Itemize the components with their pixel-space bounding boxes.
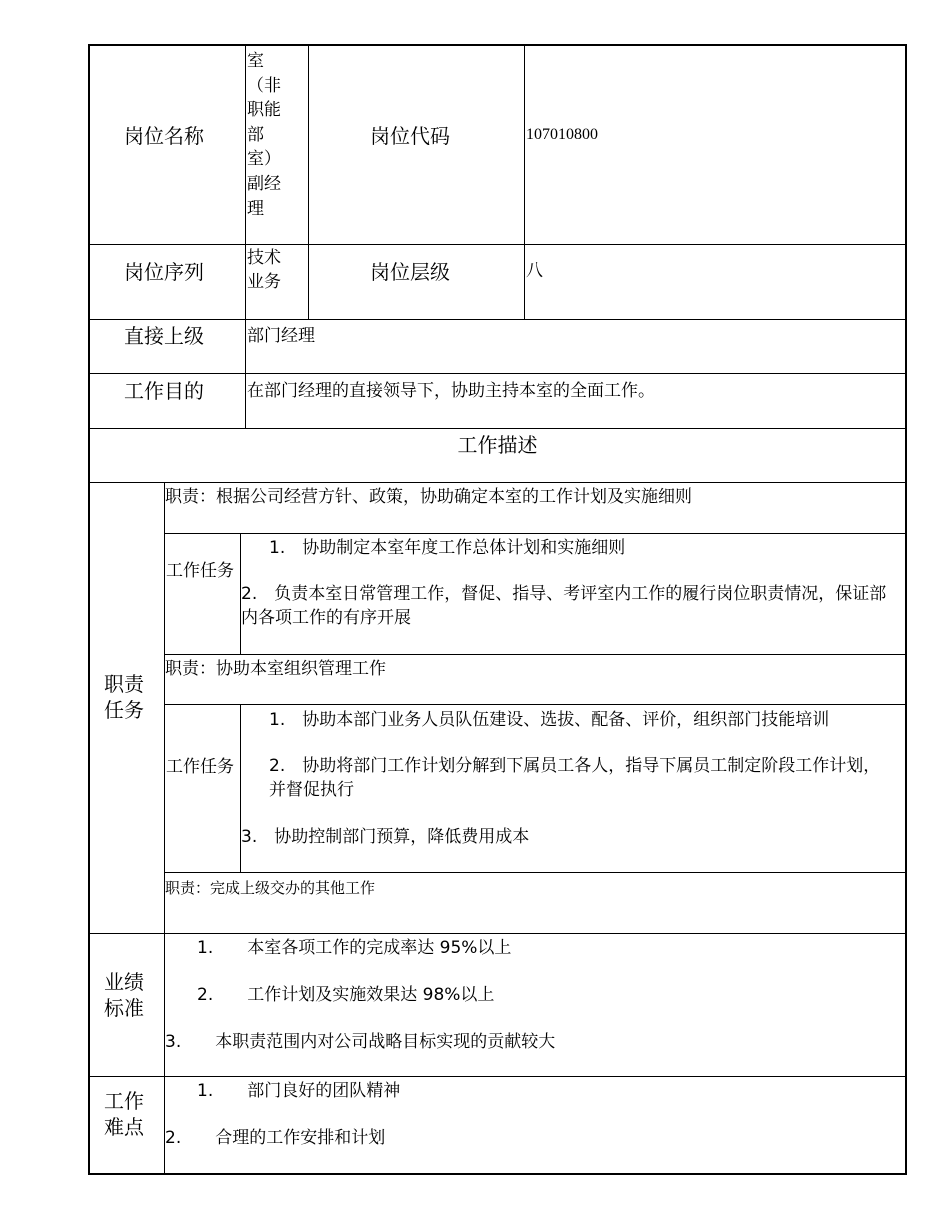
position-code-value: 107010800 bbox=[526, 126, 598, 143]
supervisor-label: 直接上级 bbox=[124, 324, 204, 348]
row-divider bbox=[88, 428, 907, 429]
difficulty-item: 1. 部门良好的团队精神 bbox=[197, 1081, 401, 1101]
performance-item: 3. 本职责范围内对公司战略目标实现的贡献较大 bbox=[165, 1032, 556, 1052]
position-name-value: 室（非职能部室）副经理 bbox=[247, 51, 281, 219]
task-label: 工作任务 bbox=[166, 757, 234, 777]
purpose-value: 在部门经理的直接领导下，协助主持本室的全面工作。 bbox=[247, 381, 655, 401]
supervisor-value: 部门经理 bbox=[247, 326, 315, 346]
row-divider bbox=[88, 373, 907, 374]
row-divider bbox=[164, 654, 907, 655]
row-divider bbox=[88, 319, 907, 320]
row-divider bbox=[164, 533, 907, 534]
col-divider bbox=[164, 482, 165, 1175]
duty-title: 职责：根据公司经营方针、政策，协助确定本室的工作计划及实施细则 bbox=[165, 487, 692, 507]
task-item: 2. 负责本室日常管理工作，督促、指导、考评室内工作的履行岗位职责情况，保证部内各项工作的有序开展 bbox=[241, 584, 887, 628]
row-divider bbox=[88, 933, 907, 934]
task-item: 1. 协助制定本室年度工作总体计划和实施细则 bbox=[269, 538, 626, 558]
col-divider bbox=[245, 44, 246, 428]
row-divider bbox=[88, 244, 907, 245]
task-item: 3. 协助控制部门预算，降低费用成本 bbox=[241, 827, 530, 847]
col-divider bbox=[308, 44, 309, 319]
task-item: 2. 协助将部门工作计划分解到下属员工各人，指导下属员工制定阶段工作计划，并督促执行 bbox=[269, 756, 881, 800]
section-title: 工作描述 bbox=[457, 433, 538, 457]
task-label: 工作任务 bbox=[166, 561, 234, 581]
row-divider bbox=[164, 872, 907, 873]
position-level-label: 岗位层级 bbox=[370, 260, 450, 284]
row-divider bbox=[164, 704, 907, 705]
duties-label: 职责任务 bbox=[104, 672, 144, 722]
purpose-label: 工作目的 bbox=[124, 379, 204, 403]
row-divider bbox=[88, 482, 907, 483]
performance-label: 业绩标准 bbox=[104, 970, 144, 1020]
difficulty-item: 2. 合理的工作安排和计划 bbox=[165, 1128, 386, 1148]
row-divider bbox=[88, 1076, 907, 1077]
performance-item: 1. 本室各项工作的完成率达 95%以上 bbox=[197, 938, 512, 958]
position-level-value: 八 bbox=[526, 261, 543, 281]
task-item: 1. 协助本部门业务人员队伍建设、选拔、配备、评价，组织部门技能培训 bbox=[269, 710, 830, 730]
duty-title: 职责：完成上级交办的其他工作 bbox=[165, 879, 376, 897]
duty-title: 职责：协助本室组织管理工作 bbox=[165, 659, 386, 679]
position-name-label: 岗位名称 bbox=[124, 124, 204, 148]
position-code-label: 岗位代码 bbox=[370, 124, 450, 148]
position-series-value: 技术业务 bbox=[247, 248, 281, 292]
position-series-label: 岗位序列 bbox=[124, 260, 204, 284]
col-divider bbox=[524, 44, 525, 319]
difficulties-label: 工作难点 bbox=[104, 1089, 144, 1139]
performance-item: 2. 工作计划及实施效果达 98%以上 bbox=[197, 985, 495, 1005]
